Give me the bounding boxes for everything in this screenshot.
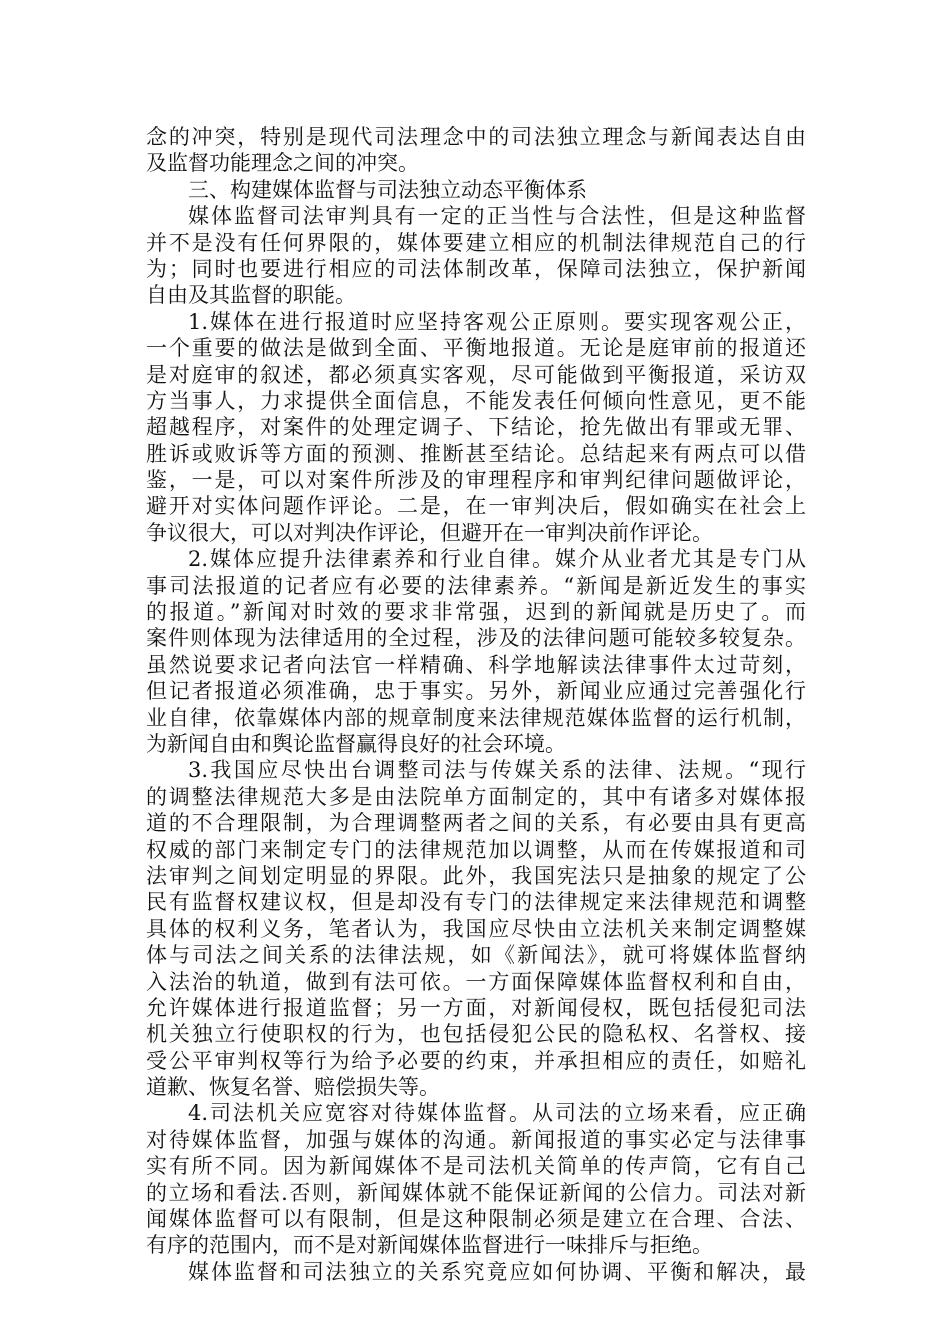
text-line: 法审判之间划定明显的界限。此外，我国宪法只是抽象的规定了公 [146,863,806,888]
text-line: 媒体监督和司法独立的关系究竟应如何协调、平衡和解决，最 [188,1259,806,1284]
text-line: 2.媒体应提升法律素养和行业自律。媒介从业者尤其是专门从 [188,547,806,572]
text-line: 鉴，一是，可以对案件所涉及的审理程序和审判纪律问题做评论， [146,468,806,493]
text-line: 一个重要的做法是做到全面、平衡地报道。无论是庭审前的报道还 [146,336,806,361]
text-line: 道的不合理限制，为合理调整两者之间的关系，有必要由具有更高 [146,811,806,836]
text-line: 三、构建媒体监督与司法独立动态平衡体系 [188,177,587,202]
text-line: 允许媒体进行报道监督；另一方面，对新闻侵权，既包括侵犯司法 [146,995,806,1020]
text-line: 避开对实体问题作评论。二是，在一审判决后，假如确实在社会上 [146,494,806,519]
text-line: 事司法报道的记者应有必要的法律素养。“新闻是新近发生的事实 [146,573,806,598]
text-line: 机关独立行使职权的行为，也包括侵犯公民的隐私权、名誉权、接 [146,1022,806,1047]
text-line: 实有所不同。因为新闻媒体不是司法机关简单的传声筒，它有自己 [146,1154,806,1179]
text-line: 并不是没有任何界限的，媒体要建立相应的机制法律规范自己的行 [146,230,806,255]
text-line: 3.我国应尽快出台调整司法与传媒关系的法律、法规。“现行 [188,758,806,783]
text-line: 业自律，依靠媒体内部的规章制度来法律规范媒体监督的运行机制， [146,705,806,730]
text-line: 虽然说要求记者向法官一样精确、科学地解读法律事件太过苛刻， [146,652,806,677]
text-line: 的立场和看法.否则，新闻媒体就不能保证新闻的公信力。司法对新 [146,1180,806,1205]
text-line: 但记者报道必须准确，忠于事实。另外，新闻业应通过完善强化行 [146,679,806,704]
text-line: 对待媒体监督，加强与媒体的沟通。新闻报道的事实必定与法律事 [146,1127,806,1152]
text-line: 是对庭审的叙述，都必须真实客观，尽可能做到平衡报道，采访双 [146,362,806,387]
text-line: 有序的范围内，而不是对新闻媒体监督进行一味排斥与拒绝。 [146,1233,713,1258]
text-line: 念的冲突，特别是现代司法理念中的司法独立理念与新闻表达自由 [146,125,806,149]
text-line: 超越程序，对案件的处理定调子、下结论，抢先做出有罪或无罪、 [146,415,806,440]
text-line: 争议很大，可以对判决作评论，但避开在一审判决前作评论。 [146,520,713,545]
text-line: 胜诉或败诉等方面的预测、推断甚至结论。总结起来有两点可以借 [146,441,806,466]
text-line: 的调整法律规范大多是由法院单方面制定的，其中有诸多对媒体报 [146,784,806,809]
text-line: 入法治的轨道，做到有法可依。一方面保障媒体监督权利和自由， [146,969,806,994]
document-page [146,124,806,1285]
text-line: 权威的部门来制定专门的法律规范加以调整，从而在传媒报道和司 [146,837,806,862]
text-line: 为新闻自由和舆论监督赢得良好的社会环境。 [146,731,566,756]
text-line: 道歉、恢复名誉、赔偿损失等。 [146,1075,440,1100]
text-line: 自由及其监督的职能。 [146,283,356,308]
text-line: 及监督功能理念之间的冲突。 [146,151,419,176]
text-line: 体与司法之间关系的法律法规，如《新闻法》，就可将媒体监督纳 [146,943,806,968]
text-line: 方当事人，力求提供全面信息，不能发表任何倾向性意见，更不能 [146,388,806,413]
text-line: 受公平审判权等行为给予必要的约束，并承担相应的责任，如赔礼 [146,1048,806,1073]
text-line: 的报道。”新闻对时效的要求非常强，迟到的新闻就是历史了。而 [146,600,806,625]
text-line: 具体的权利义务，笔者认为，我国应尽快由立法机关来制定调整媒 [146,916,806,941]
text-line: 媒体监督司法审判具有一定的正当性与合法性，但是这种监督 [188,204,806,229]
text-line: 民有监督权建议权，但是却没有专门的法律规定来法律规范和调整 [146,890,806,915]
text-line: 1.媒体在进行报道时应坚持客观公正原则。要实现客观公正， [188,309,806,334]
text-line: 4.司法机关应宽容对待媒体监督。从司法的立场来看，应正确 [188,1101,806,1126]
text-line: 案件则体现为法律适用的全过程，涉及的法律问题可能较多较复杂。 [146,626,806,651]
text-line: 闻媒体监督可以有限制，但是这种限制必须是建立在合理、合法、 [146,1207,806,1232]
text-line: 为；同时也要进行相应的司法体制改革，保障司法独立，保护新闻 [146,256,806,281]
